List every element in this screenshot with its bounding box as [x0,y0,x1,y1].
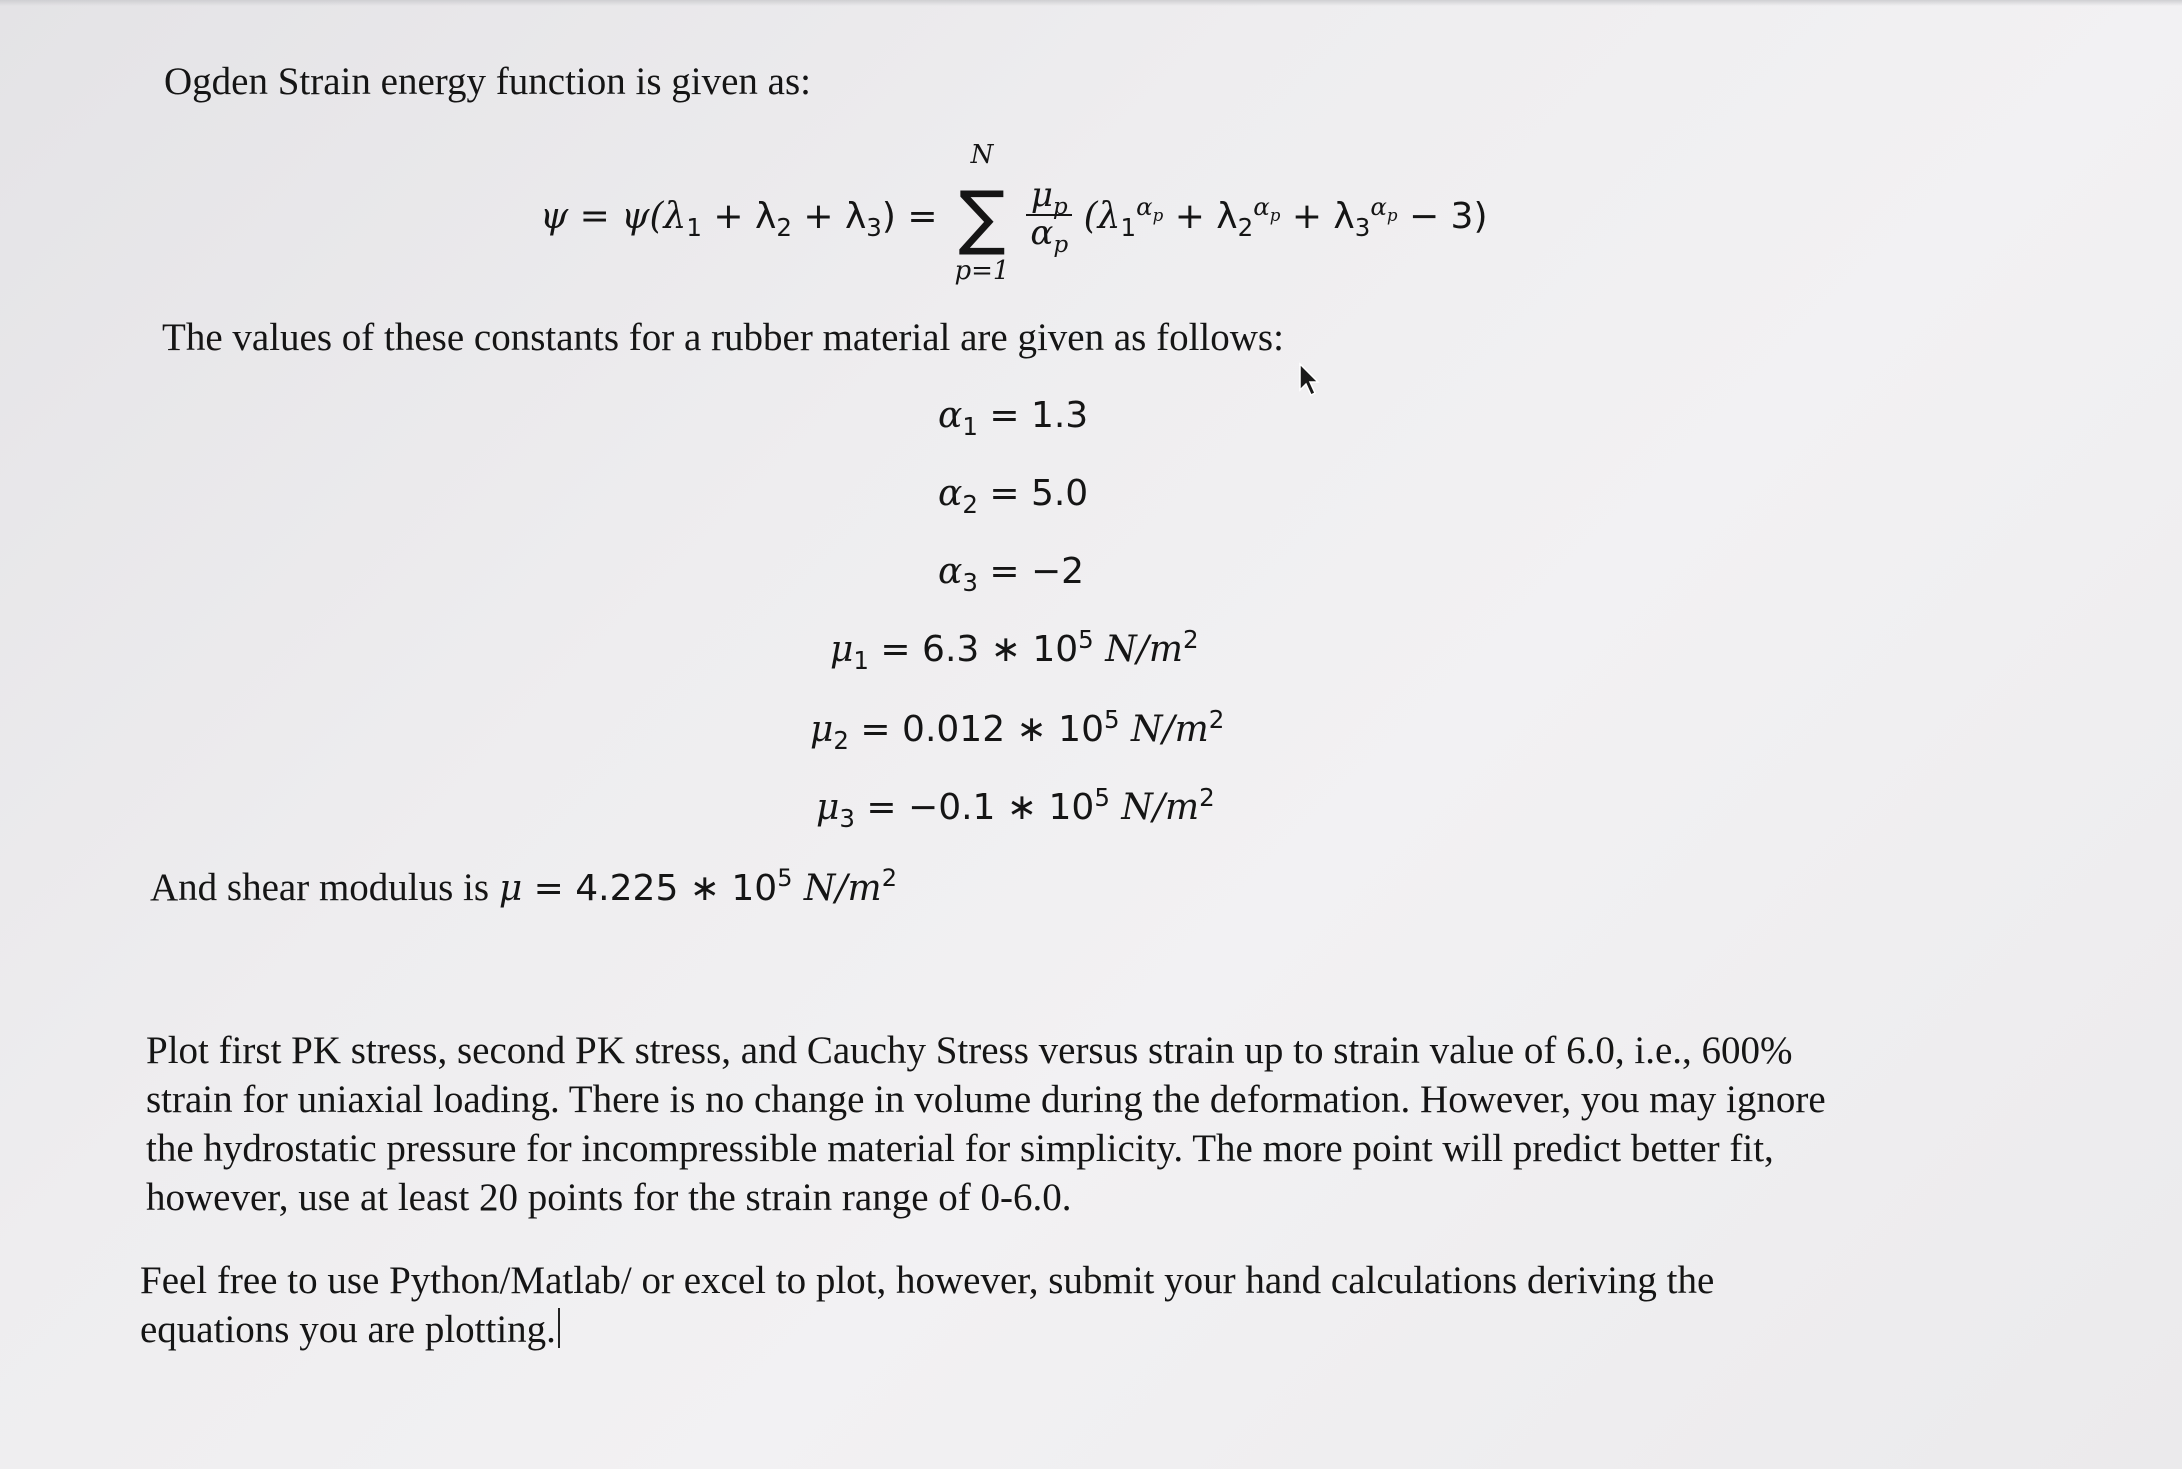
text-caret [558,1308,560,1348]
shear-modulus: And shear modulus is μ = 4.225 ∗ $10^5$ $N/m^2$ [150,864,897,909]
closing-paragraph: Feel free to use Python/Matlab/ or excel to plot, however, submit your hand calculations deriving the equations you are plotting. [140,1259,1715,1351]
ogden-formula: $\psi = \psi(\lambda_1 + \lambda_2 + \lambda_3)$ = N ∑ p=1 $\frac{\mu_p}{\alpha_p}$ $(\lambda_1^{\alpha_p} + \lambda_2^{\alpha_p} + \lambda_3^{\alpha_p} - 3)$ [540,142,1488,292]
formula-lhs: ψ = ψ(λ [540,196,687,237]
formula-bracket: $(\lambda_1^{\alpha_p} + \lambda_2^{\alpha_p} + \lambda_3^{\alpha_p} - 3)$ [1083,192,1488,243]
page-top-edge [0,0,2182,6]
task-paragraph: Plot first PK stress, second PK stress, and Cauchy Stress versus strain up to strain value of 6.0, i.e., 600% strain for uniaxial loading. There is no change in volume during the deformation. However, you may ignore the hydrostatic pressure for incompressible material for simplicity. The more point will predict better fit, however, use at least 20 points for the strain range of 0-6.0. [146,1029,1826,1219]
mu1-constant: $\mu_1 = 6.3$ ∗ $10^5$ $N/m^2$ [830,625,1199,676]
heading: Ogden Strain energy function is given as: [164,60,811,103]
mouse-pointer-icon [1298,362,1322,398]
mu3-constant: $\mu_3 = -0.1$ ∗ $10^5$ $N/m^2$ [816,783,1215,834]
formula-fraction: $\frac{\mu_p}{\alpha_p}$ [1026,178,1072,251]
summation-symbol: N ∑ p=1 [954,140,1010,286]
alpha1-constant: $\alpha_1 = 1.3$ [938,395,1089,442]
mu2-constant: $\mu_2 = 0.012$ ∗ $10^5$ $N/m^2$ [810,705,1225,756]
alpha2-constant: $\alpha_2 = 5.0$ [938,473,1089,520]
constants-intro: The values of these constants for a rubber material are given as follows: [162,316,1284,359]
alpha3-constant: $\alpha_3 = -2$ [938,551,1085,598]
